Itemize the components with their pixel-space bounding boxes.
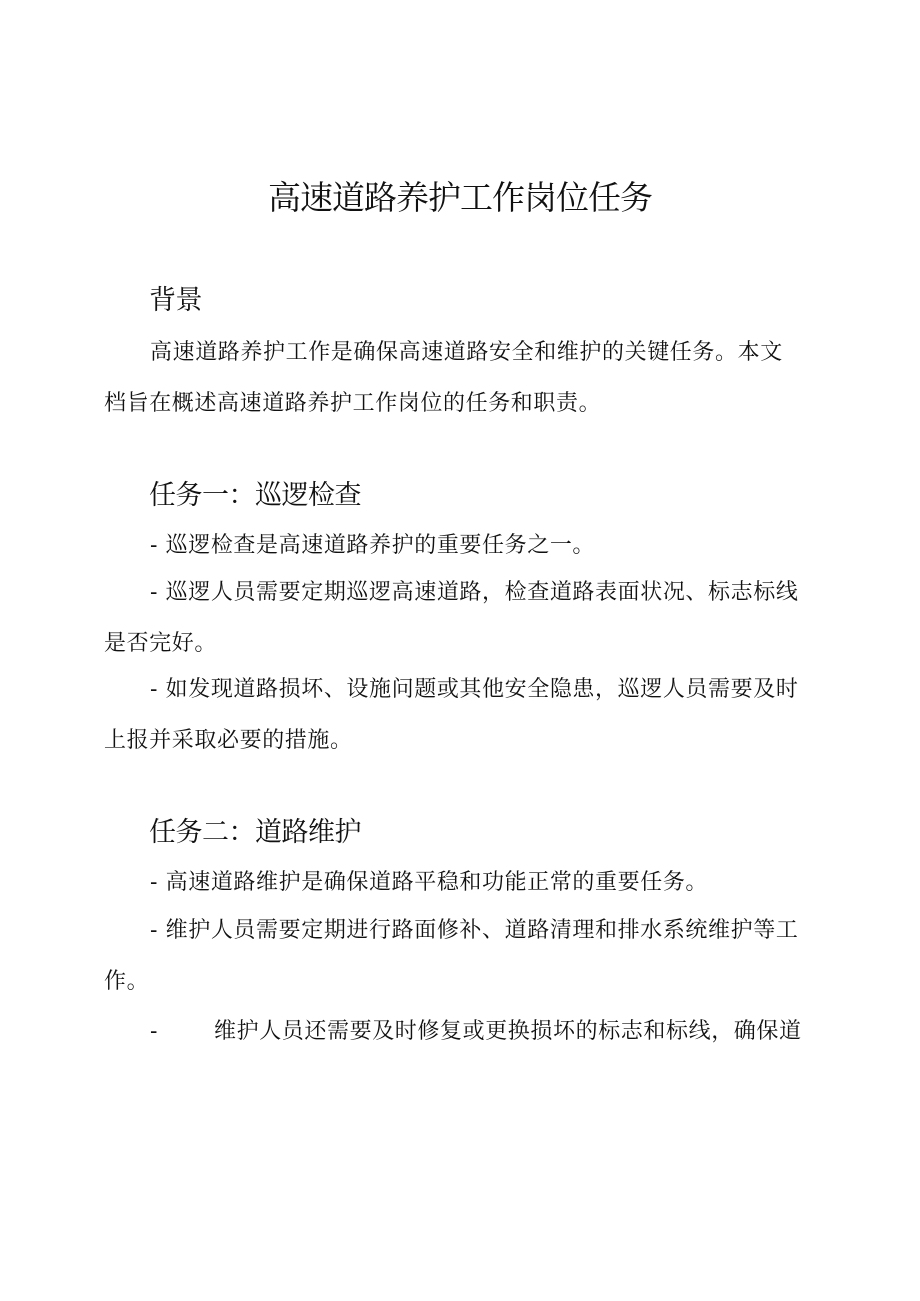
task-two-item-3-text: 维护人员还需要及时修复或更换损坏的标志和标线，确保道 [214, 1019, 802, 1044]
task-one-item-3: - 如发现道路损坏、设施问题或其他安全隐患，巡逻人员需要及时上报并采取必要的措施。 [104, 677, 799, 753]
section-heading-task-two: 任务二：道路维护 [149, 817, 361, 848]
task-two-item-2: - 维护人员需要定期进行路面修补、道路清理和排水系统维护等工作。 [104, 918, 799, 994]
document-title: 高速道路养护工作岗位任务 [268, 178, 652, 217]
list-dash: - [150, 1019, 159, 1044]
section-heading-background: 背景 [149, 285, 202, 316]
task-two-item-3 [0, 1006, 920, 1057]
background-paragraph: 高速道路养护工作是确保高速道路安全和维护的关键任务。本文档旨在概述高速道路养护工作岗位的任务和职责。 [104, 340, 783, 416]
task-one-item-2: - 巡逻人员需要定期巡逻高速道路，检查道路表面状况、标志标线是否完好。 [104, 580, 799, 656]
task-one-item-1: - 巡逻检查是高速道路养护的重要任务之一。 [150, 533, 596, 558]
task-two-item-1: - 高速道路维护是确保道路平稳和功能正常的重要任务。 [150, 870, 709, 895]
section-heading-task-one: 任务一：巡逻检查 [149, 480, 361, 511]
